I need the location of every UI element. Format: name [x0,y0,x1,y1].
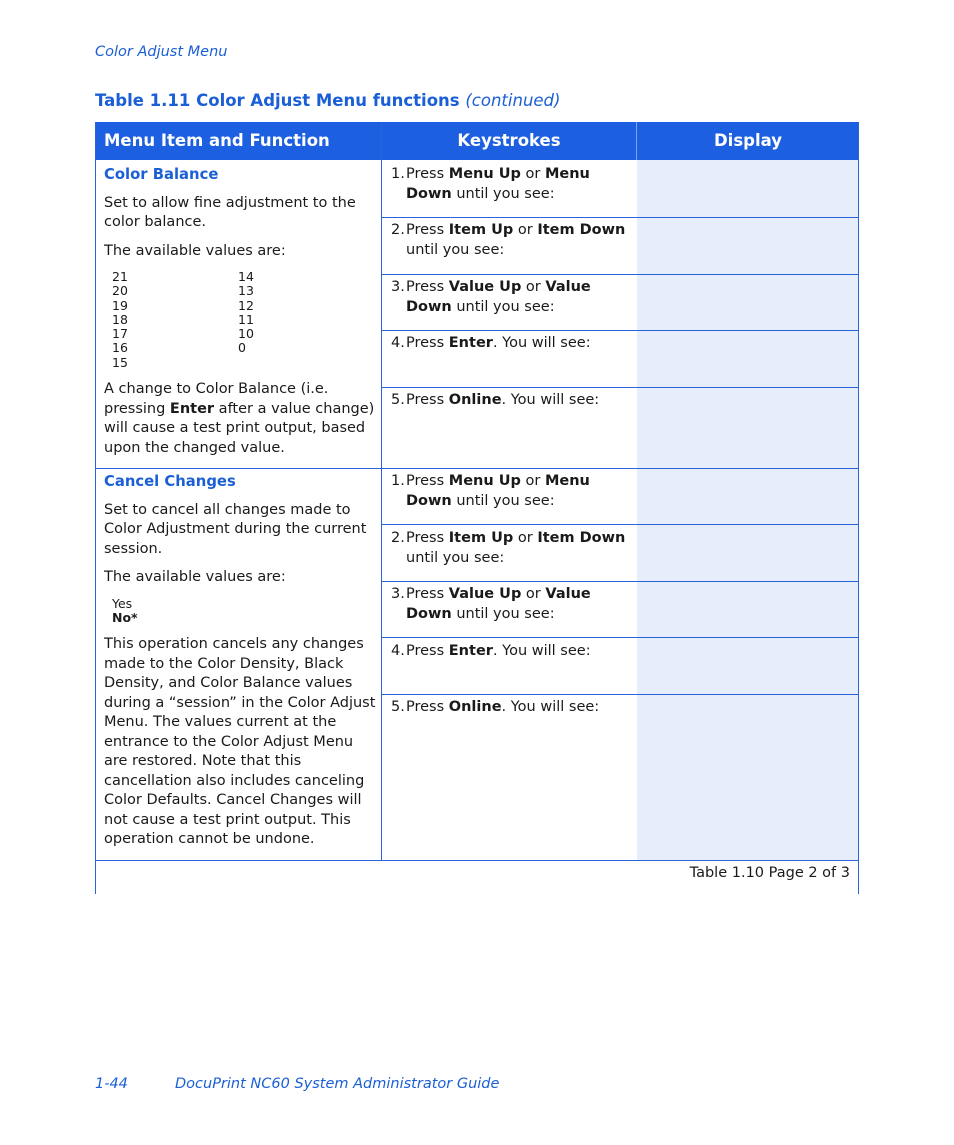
table-divider [95,860,859,861]
step-text: until you see: [451,298,555,315]
key-item-down: Item Down [537,530,626,546]
display-cell [637,638,858,694]
display-cell [637,582,858,637]
key-value-down: Value Down [406,586,591,622]
table-divider [381,694,859,695]
key-online: Online [448,699,502,715]
table-divider [381,524,859,525]
footer-page-number: 1-44 [95,1076,128,1092]
table-divider [381,637,859,638]
step-text: until you see: [406,549,505,566]
step-text: . You will see: [492,643,591,659]
value: 20 [112,283,128,299]
display-cell [637,331,858,387]
step-number: 3. [391,279,405,295]
display-cell [637,275,858,330]
step-number: 1. [391,473,405,489]
step-number: 2. [391,222,405,238]
value: 12 [238,297,254,313]
step-3 [391,585,631,624]
step-text: or [513,222,538,238]
table-page-note: Table 1.10 Page 2 of 3 [689,865,850,881]
step-number: 4. [391,643,405,659]
cancel-changes-note: This operation cancels any changes made to the Color Density, Black Density, and Color Balance values during a “session” in the Color Adjust Menu. The values current at the entrance to the Color Adjust Menu are restored. Note that this cancellation also includes canceling Color Defaults. Cancel Changes will not cause a test print output. This operation cannot be undone. [104,636,376,848]
step-4 [391,334,631,354]
note-text: after a value change) will cause a test print output, based upon the changed value. [104,400,375,456]
value-yes: Yes [112,595,133,611]
step-text: or [520,166,545,182]
key-item-down: Item Down [537,222,626,238]
step-number: 3. [391,586,405,602]
color-balance-title: Color Balance [104,166,219,183]
step-text: . You will see: [492,335,591,351]
caption-continued: (continued) [465,91,561,110]
step-text: until you see: [451,605,555,622]
value: 17 [112,326,128,342]
step-1 [391,165,631,204]
step-number: 5. [391,392,405,408]
table-divider [381,387,859,388]
display-cell [637,525,858,581]
table-divider [381,581,859,582]
key-value-up: Value Up [448,586,522,602]
value: 10 [238,326,254,342]
header-keystrokes: Keystrokes [382,122,636,160]
key-menu-up: Menu Up [448,473,521,489]
key-menu-down: Menu Down [406,473,590,509]
key-enter: Enter [448,335,493,351]
step-1 [391,472,631,511]
header-menu-item: Menu Item and Function [95,122,381,160]
display-cell [637,218,858,274]
display-cell [637,695,858,860]
footer-document-title: DocuPrint NC60 System Administrator Guide [175,1076,500,1092]
value: 11 [238,311,254,327]
display-cell [637,469,858,524]
step-text: Press [406,279,449,295]
step-4 [391,642,631,662]
enter-key: Enter [169,400,215,417]
cancel-changes-title: Cancel Changes [104,473,236,490]
key-menu-up: Menu Up [448,166,521,182]
cancel-changes-values [112,597,376,626]
step-text: Press [406,699,449,715]
step-text: Press [406,586,449,602]
step-text: until you see: [451,492,555,509]
table-divider [381,330,859,331]
step-number: 5. [391,699,405,715]
cancel-changes-cell [104,472,376,859]
step-text: Press [406,335,449,351]
step-2 [391,221,631,260]
color-balance-values [112,270,376,370]
key-value-up: Value Up [448,279,522,295]
table-border [95,122,96,894]
value: 14 [238,269,254,284]
step-number: 2. [391,530,405,546]
step-text: . You will see: [501,392,600,408]
step-text: . You will see: [501,699,600,715]
value-no-default: No* [112,609,138,625]
step-text: Press [406,473,449,489]
table-border [858,122,859,894]
step-text: Press [406,530,449,546]
note-text: A change to Color Balance (i.e. pressing [104,381,329,417]
value: 21 [112,269,128,284]
step-5 [391,698,631,718]
running-head: Color Adjust Menu [95,44,228,60]
color-balance-description: Set to allow fine adjustment to the color balance. [104,194,356,230]
value: 15 [112,354,128,370]
step-text: until you see: [451,185,555,202]
table-divider [95,468,859,469]
step-3 [391,278,631,317]
display-cell [637,388,858,468]
step-5 [391,391,631,411]
step-text: until you see: [406,241,505,258]
key-menu-down: Menu Down [406,166,590,202]
step-text: Press [406,222,449,238]
step-text: or [520,473,545,489]
step-text: Press [406,643,449,659]
caption-label: Table 1.11 Color Adjust Menu functions [95,91,460,110]
key-item-up: Item Up [448,530,514,546]
key-item-up: Item Up [448,222,514,238]
color-balance-note [104,380,376,458]
cancel-changes-description: Set to cancel all changes made to Color Adjustment during the current session. [104,501,367,557]
cancel-changes-available: The available values are: [104,569,286,585]
key-online: Online [448,392,502,408]
step-text: or [521,586,546,602]
header-display: Display [637,122,859,160]
step-text: Press [406,166,449,182]
table-divider [381,122,382,861]
table-divider [381,274,859,275]
value: 18 [112,311,128,327]
color-balance-cell [104,165,376,467]
key-enter: Enter [448,643,493,659]
step-text: or [521,279,546,295]
table-divider [636,122,637,160]
key-value-down: Value Down [406,279,591,315]
step-text: or [513,530,538,546]
step-text: Press [406,392,449,408]
value: 13 [238,283,254,299]
value: 0 [238,340,246,356]
display-cell [637,160,858,217]
step-number: 4. [391,335,405,351]
value: 16 [112,340,128,356]
color-balance-available: The available values are: [104,242,286,259]
table-divider [381,217,859,218]
step-2 [391,529,631,568]
table-caption [95,91,560,110]
value: 19 [112,297,128,313]
step-number: 1. [391,166,405,182]
